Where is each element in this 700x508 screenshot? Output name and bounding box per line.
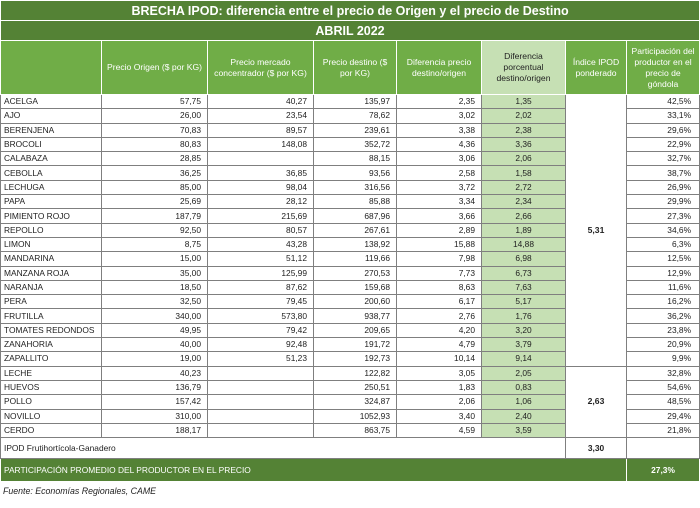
precio-concentrador-cell (208, 366, 314, 380)
precio-origen-cell: 57,75 (102, 95, 208, 109)
diferencia-porcentual-cell: 1,89 (482, 223, 566, 237)
diferencia-cell: 3,38 (397, 123, 482, 137)
report-title: BRECHA IPOD: diferencia entre el precio de Origen y el precio de Destino (1, 1, 700, 21)
header-precio-destino: Precio destino ($ por KG) (314, 41, 397, 95)
precio-origen-cell: 26,00 (102, 109, 208, 123)
diferencia-cell: 15,88 (397, 237, 482, 251)
diferencia-cell: 7,98 (397, 252, 482, 266)
diferencia-porcentual-cell: 7,63 (482, 280, 566, 294)
product-name-cell: TOMATES REDONDOS (1, 323, 102, 337)
precio-origen-cell: 25,69 (102, 195, 208, 209)
precio-destino-cell: 324,87 (314, 395, 397, 409)
product-name-cell: ACELGA (1, 95, 102, 109)
precio-concentrador-cell: 573,80 (208, 309, 314, 323)
precio-concentrador-cell (208, 152, 314, 166)
diferencia-cell: 6,17 (397, 295, 482, 309)
product-name-cell: MANDARINA (1, 252, 102, 266)
product-name-cell: LIMON (1, 237, 102, 251)
precio-concentrador-cell: 98,04 (208, 180, 314, 194)
precio-concentrador-cell: 40,27 (208, 95, 314, 109)
participacion-cell: 22,9% (627, 137, 700, 151)
footer-label: PARTICIPACIÓN PROMEDIO DEL PRODUCTOR EN EL PRECIO (1, 459, 627, 482)
diferencia-cell: 2,06 (397, 395, 482, 409)
precio-concentrador-cell: 36,85 (208, 166, 314, 180)
precio-origen-cell: 80,83 (102, 137, 208, 151)
participacion-cell: 26,9% (627, 180, 700, 194)
product-name-cell: PAPA (1, 195, 102, 209)
precio-destino-cell: 135,97 (314, 95, 397, 109)
precio-concentrador-cell: 79,45 (208, 295, 314, 309)
precio-concentrador-cell: 23,54 (208, 109, 314, 123)
table-body (1, 95, 700, 438)
diferencia-porcentual-cell: 6,98 (482, 252, 566, 266)
precio-concentrador-cell: 125,99 (208, 266, 314, 280)
total-empty-cell (627, 438, 700, 459)
diferencia-cell: 4,20 (397, 323, 482, 337)
diferencia-cell: 3,66 (397, 209, 482, 223)
product-name-cell: FRUTILLA (1, 309, 102, 323)
product-name-cell: ZANAHORIA (1, 338, 102, 352)
diferencia-porcentual-cell: 2,06 (482, 152, 566, 166)
precio-origen-cell: 8,75 (102, 237, 208, 251)
participacion-cell: 6,3% (627, 237, 700, 251)
header-precio-origen: Precio Origen ($ por KG) (102, 41, 208, 95)
precio-origen-cell: 340,00 (102, 309, 208, 323)
participacion-cell: 23,8% (627, 323, 700, 337)
participacion-cell: 42,5% (627, 95, 700, 109)
diferencia-cell: 3,05 (397, 366, 482, 380)
product-name-cell: CEBOLLA (1, 166, 102, 180)
precio-concentrador-cell: 87,62 (208, 280, 314, 294)
diferencia-porcentual-cell: 1,76 (482, 309, 566, 323)
precio-concentrador-cell (208, 409, 314, 423)
precio-concentrador-cell (208, 395, 314, 409)
participacion-cell: 20,9% (627, 338, 700, 352)
diferencia-porcentual-cell: 1,06 (482, 395, 566, 409)
precio-origen-cell: 188,17 (102, 423, 208, 437)
precio-concentrador-cell: 79,42 (208, 323, 314, 337)
ipod-ganadero-cell: 2,63 (566, 366, 627, 437)
source-note: Fuente: Economías Regionales, CAME (3, 486, 157, 496)
precio-destino-cell: 267,61 (314, 223, 397, 237)
participacion-cell: 38,7% (627, 166, 700, 180)
participacion-cell: 29,9% (627, 195, 700, 209)
report-period: ABRIL 2022 (1, 21, 700, 41)
participacion-cell: 54,6% (627, 380, 700, 394)
diferencia-porcentual-cell: 3,79 (482, 338, 566, 352)
precio-concentrador-cell: 80,57 (208, 223, 314, 237)
precio-destino-cell: 352,72 (314, 137, 397, 151)
product-name-cell: PIMIENTO ROJO (1, 209, 102, 223)
participacion-cell: 21,8% (627, 423, 700, 437)
product-name-cell: POLLO (1, 395, 102, 409)
precio-concentrador-cell: 215,69 (208, 209, 314, 223)
precio-origen-cell: 35,00 (102, 266, 208, 280)
table-row (1, 366, 700, 380)
header-ipod: Índice IPOD ponderado (566, 41, 627, 95)
precio-concentrador-cell: 51,12 (208, 252, 314, 266)
product-name-cell: NARANJA (1, 280, 102, 294)
precio-origen-cell: 40,23 (102, 366, 208, 380)
diferencia-porcentual-cell: 3,20 (482, 323, 566, 337)
participacion-cell: 32,7% (627, 152, 700, 166)
precio-concentrador-cell: 51,23 (208, 352, 314, 366)
diferencia-cell: 8,63 (397, 280, 482, 294)
precio-concentrador-cell: 89,57 (208, 123, 314, 137)
diferencia-porcentual-cell: 14,88 (482, 237, 566, 251)
diferencia-cell: 2,76 (397, 309, 482, 323)
total-label: IPOD Frutihortícola-Ganadero (1, 438, 566, 459)
product-name-cell: BROCOLI (1, 137, 102, 151)
diferencia-cell: 2,89 (397, 223, 482, 237)
ipod-frutihorticola-cell: 5,31 (566, 95, 627, 367)
participacion-cell: 29,4% (627, 409, 700, 423)
diferencia-porcentual-cell: 2,66 (482, 209, 566, 223)
precio-origen-cell: 28,85 (102, 152, 208, 166)
precio-origen-cell: 18,50 (102, 280, 208, 294)
diferencia-cell: 3,02 (397, 109, 482, 123)
diferencia-porcentual-cell: 2,02 (482, 109, 566, 123)
diferencia-cell: 4,36 (397, 137, 482, 151)
precio-destino-cell: 1052,93 (314, 409, 397, 423)
diferencia-porcentual-cell: 0,83 (482, 380, 566, 394)
diferencia-cell: 2,58 (397, 166, 482, 180)
diferencia-porcentual-cell: 3,36 (482, 137, 566, 151)
product-name-cell: REPOLLO (1, 223, 102, 237)
diferencia-porcentual-cell: 5,17 (482, 295, 566, 309)
precio-destino-cell: 209,65 (314, 323, 397, 337)
precio-destino-cell: 93,56 (314, 166, 397, 180)
product-name-cell: NOVILLO (1, 409, 102, 423)
diferencia-cell: 2,35 (397, 95, 482, 109)
precio-concentrador-cell (208, 423, 314, 437)
precio-origen-cell: 49,95 (102, 323, 208, 337)
precio-destino-cell: 191,72 (314, 338, 397, 352)
precio-destino-cell: 316,56 (314, 180, 397, 194)
product-name-cell: MANZANA ROJA (1, 266, 102, 280)
product-name-cell: ZAPALLITO (1, 352, 102, 366)
participacion-cell: 29,6% (627, 123, 700, 137)
diferencia-porcentual-cell: 9,14 (482, 352, 566, 366)
precio-origen-cell: 136,79 (102, 380, 208, 394)
precio-origen-cell: 36,25 (102, 166, 208, 180)
precio-origen-cell: 15,00 (102, 252, 208, 266)
diferencia-porcentual-cell: 2,40 (482, 409, 566, 423)
precio-concentrador-cell: 148,08 (208, 137, 314, 151)
diferencia-cell: 1,83 (397, 380, 482, 394)
diferencia-cell: 3,40 (397, 409, 482, 423)
precio-destino-cell: 200,60 (314, 295, 397, 309)
diferencia-porcentual-cell: 1,35 (482, 95, 566, 109)
participacion-cell: 34,6% (627, 223, 700, 237)
precio-destino-cell: 138,92 (314, 237, 397, 251)
product-name-cell: CALABAZA (1, 152, 102, 166)
participacion-cell: 11,6% (627, 280, 700, 294)
product-name-cell: CERDO (1, 423, 102, 437)
diferencia-porcentual-cell: 2,34 (482, 195, 566, 209)
precio-destino-cell: 192,73 (314, 352, 397, 366)
precio-concentrador-cell (208, 380, 314, 394)
precio-concentrador-cell: 92,48 (208, 338, 314, 352)
diferencia-porcentual-cell: 2,72 (482, 180, 566, 194)
precio-concentrador-cell: 43,28 (208, 237, 314, 251)
diferencia-porcentual-cell: 3,59 (482, 423, 566, 437)
total-ipod-value: 3,30 (566, 438, 627, 459)
diferencia-porcentual-cell: 2,38 (482, 123, 566, 137)
participacion-cell: 33,1% (627, 109, 700, 123)
precio-destino-cell: 687,96 (314, 209, 397, 223)
participacion-cell: 12,9% (627, 266, 700, 280)
participacion-cell: 48,5% (627, 395, 700, 409)
header-participacion: Participación del productor en el precio de góndola (627, 41, 700, 95)
precio-destino-cell: 122,82 (314, 366, 397, 380)
header-diferencia: Diferencia precio destino/origen (397, 41, 482, 95)
diferencia-porcentual-cell: 2,05 (482, 366, 566, 380)
precio-destino-cell: 159,68 (314, 280, 397, 294)
precio-origen-cell: 70,83 (102, 123, 208, 137)
precio-destino-cell: 88,15 (314, 152, 397, 166)
precio-destino-cell: 85,88 (314, 195, 397, 209)
diferencia-porcentual-cell: 6,73 (482, 266, 566, 280)
header-precio-concentrador: Precio mercado concentrador ($ por KG) (208, 41, 314, 95)
participacion-cell: 36,2% (627, 309, 700, 323)
diferencia-cell: 4,79 (397, 338, 482, 352)
diferencia-cell: 3,72 (397, 180, 482, 194)
product-name-cell: LECHUGA (1, 180, 102, 194)
precio-destino-cell: 239,61 (314, 123, 397, 137)
product-name-cell: BERENJENA (1, 123, 102, 137)
diferencia-cell: 10,14 (397, 352, 482, 366)
participacion-cell: 32,8% (627, 366, 700, 380)
participacion-cell: 27,3% (627, 209, 700, 223)
diferencia-cell: 3,34 (397, 195, 482, 209)
footer-value: 27,3% (627, 459, 700, 482)
product-name-cell: HUEVOS (1, 380, 102, 394)
product-name-cell: LECHE (1, 366, 102, 380)
header-producto (1, 41, 102, 95)
participacion-cell: 9,9% (627, 352, 700, 366)
header-diferencia-porcentual: Diferencia porcentual destino/origen (482, 41, 566, 95)
precio-destino-cell: 270,53 (314, 266, 397, 280)
precio-origen-cell: 187,79 (102, 209, 208, 223)
precio-origen-cell: 310,00 (102, 409, 208, 423)
participacion-cell: 12,5% (627, 252, 700, 266)
diferencia-cell: 4,59 (397, 423, 482, 437)
precio-origen-cell: 32,50 (102, 295, 208, 309)
precio-destino-cell: 938,77 (314, 309, 397, 323)
precio-origen-cell: 85,00 (102, 180, 208, 194)
precio-origen-cell: 19,00 (102, 352, 208, 366)
precio-origen-cell: 40,00 (102, 338, 208, 352)
product-name-cell: AJO (1, 109, 102, 123)
table-row (1, 95, 700, 109)
precio-destino-cell: 250,51 (314, 380, 397, 394)
diferencia-cell: 3,06 (397, 152, 482, 166)
precio-destino-cell: 119,66 (314, 252, 397, 266)
precio-destino-cell: 863,75 (314, 423, 397, 437)
precio-destino-cell: 78,62 (314, 109, 397, 123)
participacion-cell: 16,2% (627, 295, 700, 309)
diferencia-cell: 7,73 (397, 266, 482, 280)
diferencia-porcentual-cell: 1,58 (482, 166, 566, 180)
product-name-cell: PERA (1, 295, 102, 309)
precio-origen-cell: 92,50 (102, 223, 208, 237)
precio-origen-cell: 157,42 (102, 395, 208, 409)
precio-concentrador-cell: 28,12 (208, 195, 314, 209)
